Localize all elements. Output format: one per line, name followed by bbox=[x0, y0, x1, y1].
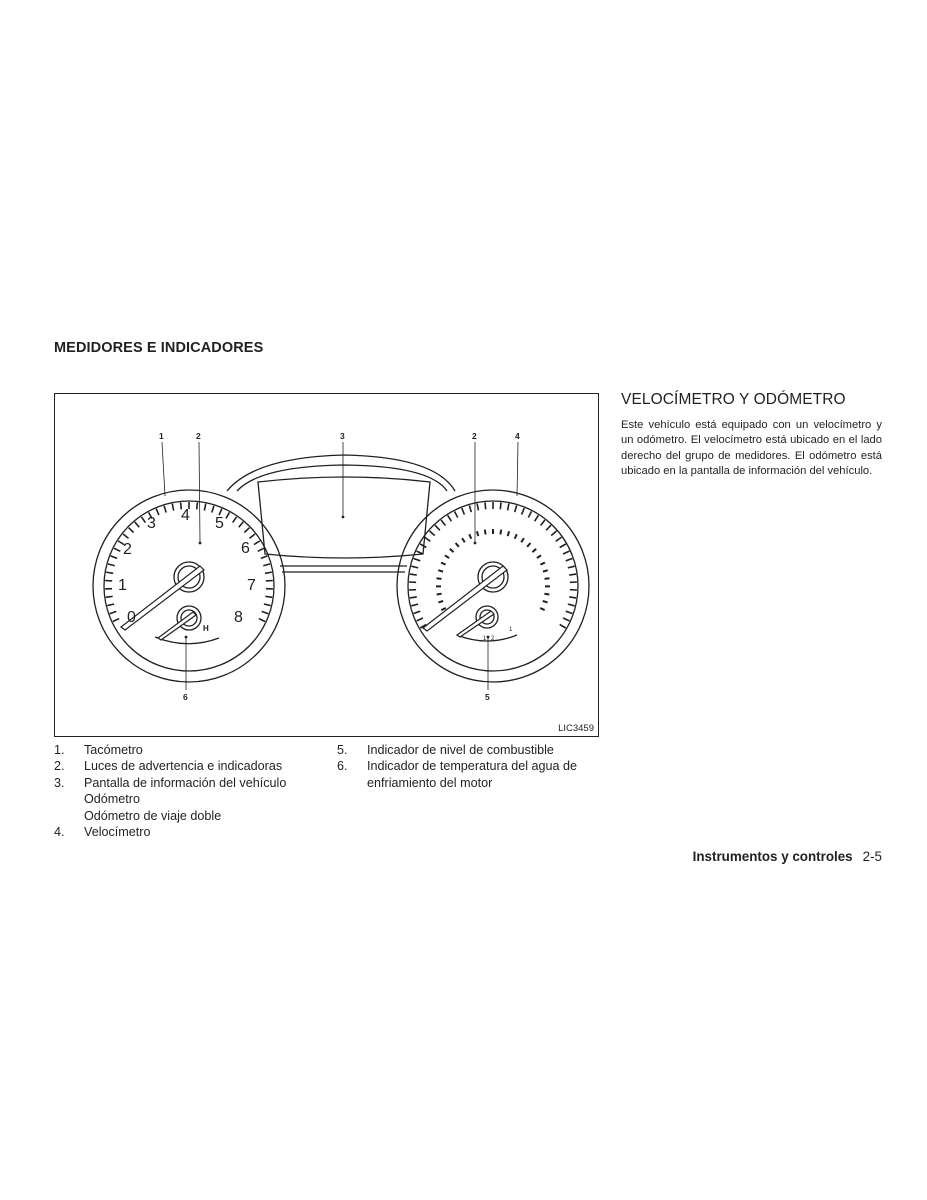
gauge-tick bbox=[437, 578, 442, 579]
tach-number-1: 1 bbox=[118, 577, 127, 594]
gauge-tick bbox=[430, 531, 435, 536]
gauge-tick bbox=[244, 528, 249, 533]
display-housing bbox=[227, 455, 455, 491]
tach-number-0: 0 bbox=[127, 609, 136, 626]
gauge-tick bbox=[450, 549, 454, 552]
legend-subitem: Odómetro bbox=[84, 792, 140, 807]
gauge-tick bbox=[508, 531, 509, 536]
legend-text: Indicador de nivel de combustible bbox=[367, 743, 554, 757]
footer-section-name: Instrumentos y controles bbox=[692, 849, 853, 864]
gauge-tick bbox=[107, 604, 114, 606]
gauge-tick bbox=[544, 594, 549, 595]
legend-item: 2. Luces de advertencia e indicadoras bbox=[54, 759, 283, 774]
gauge-tick bbox=[197, 502, 198, 509]
gauge-tick bbox=[563, 551, 569, 554]
callout-3: 3 bbox=[340, 431, 345, 441]
legend-item: 1. Tacómetro bbox=[54, 743, 143, 757]
gauge-tick bbox=[455, 511, 458, 517]
gauge-tick bbox=[135, 522, 140, 527]
gauge-tick bbox=[540, 563, 545, 565]
gauge-tick bbox=[437, 594, 442, 595]
gauge-tick bbox=[462, 538, 465, 542]
gauge-tick bbox=[441, 520, 445, 526]
gauge-tick bbox=[462, 508, 465, 514]
callout-2-left: 2 bbox=[196, 431, 201, 441]
legend-right bbox=[337, 742, 607, 791]
legend-text: Velocímetro bbox=[84, 825, 151, 840]
gauge-tick bbox=[411, 566, 418, 568]
gauge-tick bbox=[265, 596, 272, 597]
fuel-mark-2: 2 bbox=[491, 636, 495, 642]
speedometer-inner-ticks bbox=[436, 529, 550, 610]
instrument-cluster-diagram bbox=[55, 394, 600, 738]
gauge-tick bbox=[414, 611, 421, 613]
callout-1: 1 bbox=[159, 431, 164, 441]
speedometer-heading: VELOCÍMETRO Y ODÓMETRO bbox=[621, 391, 846, 408]
tach-number-7: 7 bbox=[247, 577, 256, 594]
instrument-cluster-figure bbox=[54, 393, 599, 737]
gauge-tick bbox=[563, 618, 569, 621]
fuel-gauge-arc bbox=[457, 635, 517, 641]
gauge-tick bbox=[535, 515, 539, 521]
gauge-tick bbox=[226, 512, 229, 518]
gauge-tick bbox=[541, 520, 545, 526]
gauge-tick bbox=[111, 556, 118, 559]
gauge-tick bbox=[410, 574, 417, 575]
gauge-tick bbox=[114, 548, 120, 551]
legend-left bbox=[54, 742, 334, 840]
gauge-tick bbox=[521, 538, 524, 542]
gauge-tick bbox=[110, 611, 117, 613]
gauge-tick bbox=[546, 525, 551, 530]
tach-number-5: 5 bbox=[215, 515, 224, 532]
gauge-tick bbox=[265, 572, 272, 573]
gauge-tick bbox=[441, 608, 446, 610]
gauge-tick bbox=[477, 531, 478, 536]
fuel-mark-3: 1 bbox=[509, 627, 513, 633]
gauge-tick bbox=[456, 543, 459, 547]
tach-number-2: 2 bbox=[123, 541, 132, 558]
gauge-tick bbox=[532, 549, 536, 552]
gauge-tick bbox=[410, 597, 417, 598]
gauge-tick bbox=[508, 504, 509, 511]
gauge-tick bbox=[543, 601, 548, 602]
gauge-tick bbox=[212, 506, 214, 513]
figure-code: LIC3459 bbox=[558, 723, 594, 734]
gauge-tick bbox=[543, 570, 548, 571]
gauge-tick bbox=[441, 563, 446, 565]
gauge-tick bbox=[254, 541, 260, 545]
fuel-mark-1: 1 bbox=[483, 636, 487, 642]
legend-text: Pantalla de información del vehículo bbox=[84, 775, 287, 790]
tach-number-4: 4 bbox=[181, 507, 190, 524]
display-housing-inner bbox=[237, 465, 447, 491]
gauge-tick bbox=[204, 504, 205, 511]
gauge-tick bbox=[515, 505, 517, 512]
legend-item: 5. Indicador de nivel de combustible bbox=[337, 743, 554, 757]
gauge-tick bbox=[569, 597, 576, 598]
gauge-tick bbox=[560, 625, 566, 629]
speedometer-needle bbox=[423, 566, 507, 631]
gauge-tick bbox=[522, 508, 525, 514]
gauge-tick bbox=[435, 525, 440, 530]
gauge-tick bbox=[545, 578, 550, 579]
legend-subitem: Odómetro de viaje doble bbox=[84, 808, 222, 823]
gauge-tick bbox=[258, 548, 264, 551]
speedometer-paragraph: Este vehículo está equipado con un velocímetro y un odómetro. El velocímetro está ubicado en el lado derecho del grupo de medidores. El odómetro está ubicado en la pantalla de información del vehículo. bbox=[621, 419, 882, 478]
legend-item: 6. Indicador de temperatura del agua de enfriamiento del motor bbox=[337, 759, 578, 790]
gauge-tick bbox=[106, 596, 113, 597]
temperature-hot-mark: H bbox=[203, 624, 209, 633]
callout-2-right: 2 bbox=[472, 431, 477, 441]
legend-item: 4. Velocímetro bbox=[54, 825, 151, 840]
gauge-tick bbox=[448, 515, 452, 521]
page-number: 2-5 bbox=[862, 849, 882, 864]
gauge-tick bbox=[108, 564, 115, 566]
gauge-tick bbox=[172, 504, 173, 511]
gauge-tick bbox=[485, 502, 486, 509]
gauge-tick bbox=[156, 509, 159, 515]
legend-text: Luces de advertencia e indicadoras bbox=[84, 759, 283, 774]
gauge-tick bbox=[477, 504, 478, 511]
speedometer-ticks bbox=[409, 502, 577, 628]
legend-item: 3. Pantalla de información del vehículo Odómetro Odómetro de viaje doble bbox=[54, 775, 334, 824]
gauge-tick bbox=[249, 534, 254, 538]
speedometer-inner-ring bbox=[408, 501, 578, 671]
gauge-tick bbox=[164, 506, 166, 513]
gauge-tick bbox=[417, 618, 423, 621]
gauge-tick bbox=[262, 611, 269, 613]
gauge-tick bbox=[233, 517, 237, 523]
gauge-tick bbox=[560, 544, 566, 548]
gauge-tick bbox=[438, 601, 443, 602]
gauge-tick bbox=[438, 570, 443, 571]
callout-5: 5 bbox=[485, 692, 490, 702]
gauge-tick bbox=[445, 555, 449, 558]
legend-text: Indicador de temperatura del agua de enfriamiento del motor bbox=[367, 759, 578, 790]
gauge-tick bbox=[123, 534, 128, 538]
gauge-tick bbox=[485, 530, 486, 535]
gauge-tick bbox=[263, 564, 270, 566]
gauge-tick bbox=[129, 528, 134, 533]
gauge-tick bbox=[106, 572, 113, 573]
gauge-tick bbox=[537, 555, 541, 558]
gauge-tick bbox=[417, 551, 423, 554]
gauge-tick bbox=[264, 604, 271, 606]
gauge-tick bbox=[527, 543, 530, 547]
tach-number-6: 6 bbox=[241, 540, 250, 557]
gauge-tick bbox=[568, 566, 575, 568]
gauge-tick bbox=[515, 534, 517, 539]
gauge-tick bbox=[556, 537, 562, 541]
tach-number-8: 8 bbox=[234, 609, 243, 626]
gauge-tick bbox=[469, 505, 471, 512]
section-title: MEDIDORES E INDICADORES bbox=[54, 340, 264, 356]
gauge-tick bbox=[566, 559, 573, 561]
gauge-tick bbox=[239, 522, 244, 527]
gauge-tick bbox=[469, 534, 471, 539]
gauge-tick bbox=[141, 517, 145, 523]
callout-6: 6 bbox=[183, 692, 188, 702]
gauge-tick bbox=[551, 531, 556, 536]
tach-number-3: 3 bbox=[147, 515, 156, 532]
gauge-tick bbox=[113, 619, 119, 622]
gauge-tick bbox=[569, 574, 576, 575]
gauge-tick bbox=[568, 604, 575, 606]
gauge-tick bbox=[259, 619, 265, 622]
gauge-tick bbox=[414, 559, 421, 561]
gauge-tick bbox=[411, 604, 418, 606]
gauge-tick bbox=[425, 537, 431, 541]
page-footer bbox=[693, 849, 882, 864]
legend-text: Tacómetro bbox=[84, 743, 143, 757]
callout-4: 4 bbox=[515, 431, 520, 441]
gauge-tick bbox=[528, 511, 531, 517]
gauge-tick bbox=[500, 530, 501, 535]
gauge-tick bbox=[540, 608, 545, 610]
gauge-tick bbox=[500, 502, 501, 509]
gauge-tick bbox=[566, 611, 573, 613]
gauge-tick bbox=[261, 556, 268, 559]
